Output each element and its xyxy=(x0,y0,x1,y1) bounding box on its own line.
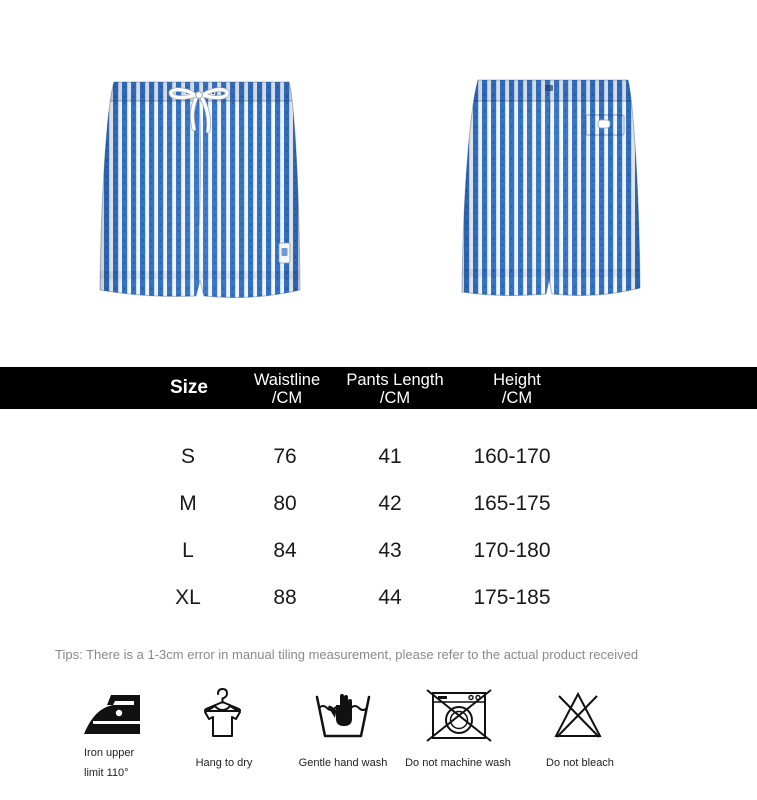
cell-height: 170-180 xyxy=(473,539,551,562)
shorts-back-image xyxy=(455,73,650,305)
cell-pants-length: 43 xyxy=(378,539,402,562)
cell-waistline: 84 xyxy=(273,539,297,562)
iron-icon xyxy=(83,692,141,736)
header-waistline-label: Waistline xyxy=(253,371,321,389)
cell-pants-length: 44 xyxy=(378,586,402,609)
no-bleach-label: Do not bleach xyxy=(546,757,614,769)
hand-wash-label: Gentle hand wash xyxy=(298,757,388,769)
cell-size: S xyxy=(180,445,195,468)
header-height xyxy=(447,371,587,407)
cell-size: L xyxy=(182,539,194,562)
header-pants-length xyxy=(325,371,465,407)
shorts-front-image xyxy=(95,75,310,305)
cell-height: 165-175 xyxy=(473,492,551,515)
cell-size: M xyxy=(179,492,197,515)
header-height-unit: /CM xyxy=(501,389,533,407)
cell-waistline: 88 xyxy=(273,586,297,609)
no-machine-wash-label: Do not machine wash xyxy=(405,757,511,769)
cell-pants-length: 41 xyxy=(378,445,402,468)
cell-waistline: 80 xyxy=(273,492,297,515)
table-row xyxy=(0,489,757,519)
table-row xyxy=(0,536,757,566)
header-waistline-unit: /CM xyxy=(271,389,303,407)
no-machine-wash-icon xyxy=(425,689,493,742)
cell-waistline: 76 xyxy=(273,445,297,468)
no-bleach-icon xyxy=(553,691,603,739)
header-size: Size xyxy=(169,377,209,398)
cell-size: XL xyxy=(175,586,201,609)
table-row xyxy=(0,583,757,613)
header-pants-length-label: Pants Length xyxy=(346,371,444,389)
cell-height: 175-185 xyxy=(473,586,551,609)
iron-label: Iron upper limit 110° xyxy=(84,747,135,779)
cell-height: 160-170 xyxy=(473,445,551,468)
cell-pants-length: 42 xyxy=(378,492,402,515)
header-pants-length-unit: /CM xyxy=(379,389,411,407)
size-table-header xyxy=(0,367,757,409)
header-height-label: Height xyxy=(493,371,541,389)
hand-wash-icon xyxy=(314,691,372,739)
measurement-tips: Tips: There is a 1-3cm error in manual tiling measurement, please refer to the actual product received xyxy=(55,647,639,662)
hang-to-dry-icon xyxy=(202,687,242,738)
hang-to-dry-label: Hang to dry xyxy=(195,757,253,769)
table-row xyxy=(0,442,757,472)
